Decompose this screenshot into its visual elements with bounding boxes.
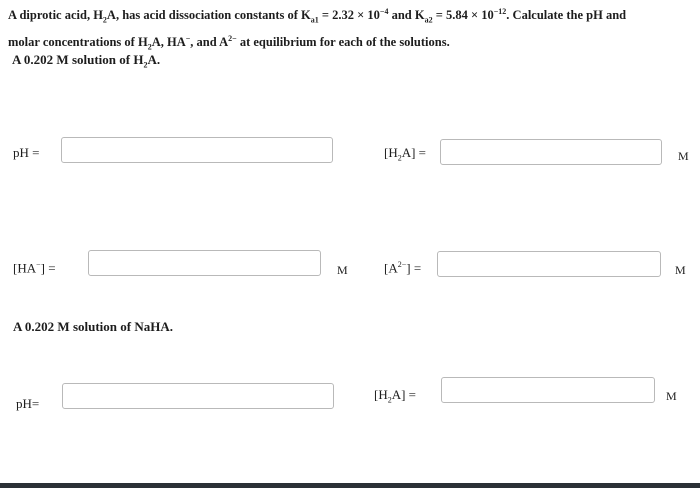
- part-a-ha-label: [HA−] =: [13, 260, 56, 276]
- bottom-edge-bar: [0, 483, 700, 488]
- question-line-2: molar concentrations of $H_2A$, HA−, and $A^{2-}$ at equilibrium for each of the solutions.: [8, 33, 450, 52]
- part-b-ph-label: pH=: [16, 396, 40, 411]
- part-a-a2-label: $[A^{2-}]$ =: [384, 260, 422, 276]
- part-a-title: A 0.202 M solution of $H_2A$.: [12, 52, 161, 70]
- part-a-h2a-input[interactable]: [440, 139, 662, 165]
- part-b-title: A 0.202 M solution of NaHA.: [13, 319, 173, 334]
- question-text: [8, 3, 692, 56]
- part-a-a2-unit: M: [675, 263, 686, 277]
- part-a-ha-unit: M: [337, 263, 348, 277]
- part-a-a2-input[interactable]: [437, 251, 661, 277]
- question-line-1: A diprotic acid, $H_2A$, has acid dissociation constants of $K_{a1} = 2.32 \times 10^{-4}$ and $K_{a2} = 5.84 \times 10^{-12}$. Calculate the pH and: [8, 7, 627, 25]
- part-a-ph-label: pH =: [13, 145, 40, 160]
- part-b-ph-input[interactable]: [62, 383, 334, 409]
- part-b-h2a-input[interactable]: [441, 377, 655, 403]
- part-b-h2a-label: $[H_2A]$ =: [374, 387, 417, 405]
- part-a-h2a-unit: M: [678, 149, 689, 163]
- part-a-h2a-label: $[H_2A]$ =: [384, 145, 427, 163]
- part-a-ph-input[interactable]: [61, 137, 333, 163]
- part-a-ha-input[interactable]: [88, 250, 321, 276]
- part-b-h2a-unit: M: [666, 389, 677, 403]
